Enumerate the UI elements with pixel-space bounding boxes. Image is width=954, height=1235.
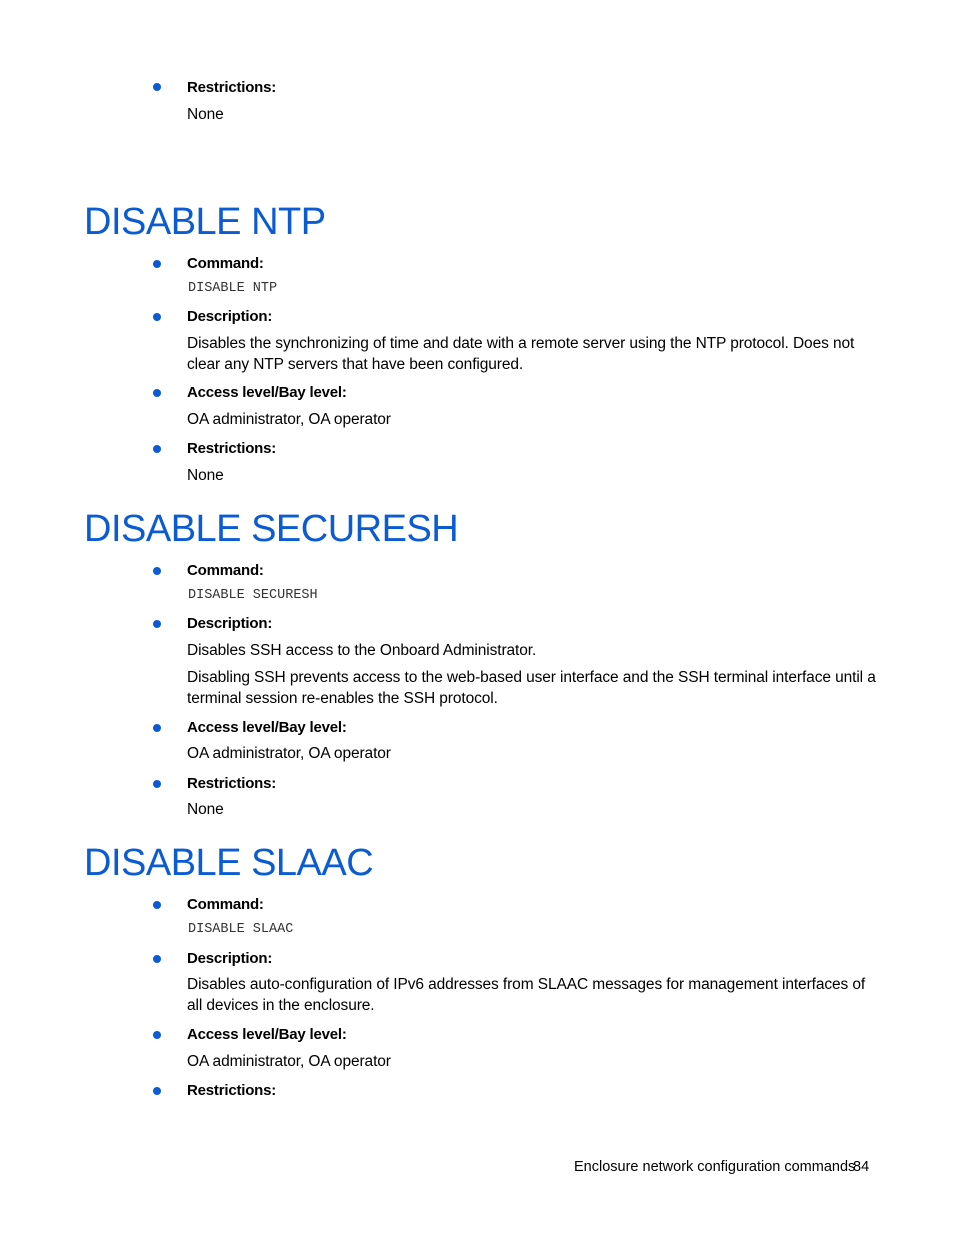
bullet-icon — [153, 724, 161, 732]
access-label: Access level/Bay level: — [187, 384, 347, 401]
bullet-icon — [153, 260, 161, 268]
description-text: Disables the synchronizing of time and date with a remote server using the NTP protocol. Does not clear any NTP servers that have been configured. — [187, 335, 855, 373]
restrictions-label: Restrictions: — [187, 79, 277, 96]
bullet-icon — [153, 780, 161, 788]
description-label: Description: — [187, 950, 273, 967]
command-label: Command: — [187, 255, 264, 272]
footer-chapter-title: Enclosure network configuration commands — [574, 1159, 856, 1175]
access-value: OA administrator, OA operator — [187, 411, 391, 428]
bullet-icon — [153, 1031, 161, 1039]
bullet-icon — [153, 83, 161, 91]
description-label: Description: — [187, 615, 273, 632]
restrictions-value: None — [187, 467, 224, 484]
restrictions-value: None — [187, 801, 224, 818]
page-number: 84 — [853, 1159, 870, 1175]
command-code: DISABLE SLAAC — [188, 922, 294, 937]
bullet-icon — [153, 567, 161, 575]
restrictions-label: Restrictions: — [187, 1082, 277, 1099]
command-code: DISABLE SECURESH — [188, 588, 318, 603]
bullet-icon — [153, 1087, 161, 1095]
bullet-icon — [153, 955, 161, 963]
description-text: Disables SSH access to the Onboard Administrator. — [187, 642, 537, 659]
restrictions-value: None — [187, 106, 224, 123]
bullet-icon — [153, 445, 161, 453]
command-label: Command: — [187, 562, 264, 579]
restrictions-label: Restrictions: — [187, 775, 277, 792]
bullet-icon — [153, 389, 161, 397]
description-text: Disabling SSH prevents access to the web-based user interface and the SSH terminal interface until a terminal session re-enables the SSH protocol. — [187, 669, 876, 707]
bullet-icon — [153, 313, 161, 321]
description-text: Disables auto-configuration of IPv6 addresses from SLAAC messages for management interfaces of all devices in the enclosure. — [187, 976, 866, 1014]
access-value: OA administrator, OA operator — [187, 1053, 391, 1070]
section-title-disable-slaac: DISABLE SLAAC — [84, 842, 374, 884]
access-label: Access level/Bay level: — [187, 719, 347, 736]
description-label: Description: — [187, 308, 273, 325]
access-value: OA administrator, OA operator — [187, 745, 391, 762]
command-label: Command: — [187, 896, 264, 913]
section-title-disable-securesh: DISABLE SECURESH — [84, 508, 459, 550]
bullet-icon — [153, 901, 161, 909]
access-label: Access level/Bay level: — [187, 1026, 347, 1043]
command-code: DISABLE NTP — [188, 281, 278, 296]
restrictions-label: Restrictions: — [187, 440, 277, 457]
section-title-disable-ntp: DISABLE NTP — [84, 201, 326, 243]
bullet-icon — [153, 620, 161, 628]
